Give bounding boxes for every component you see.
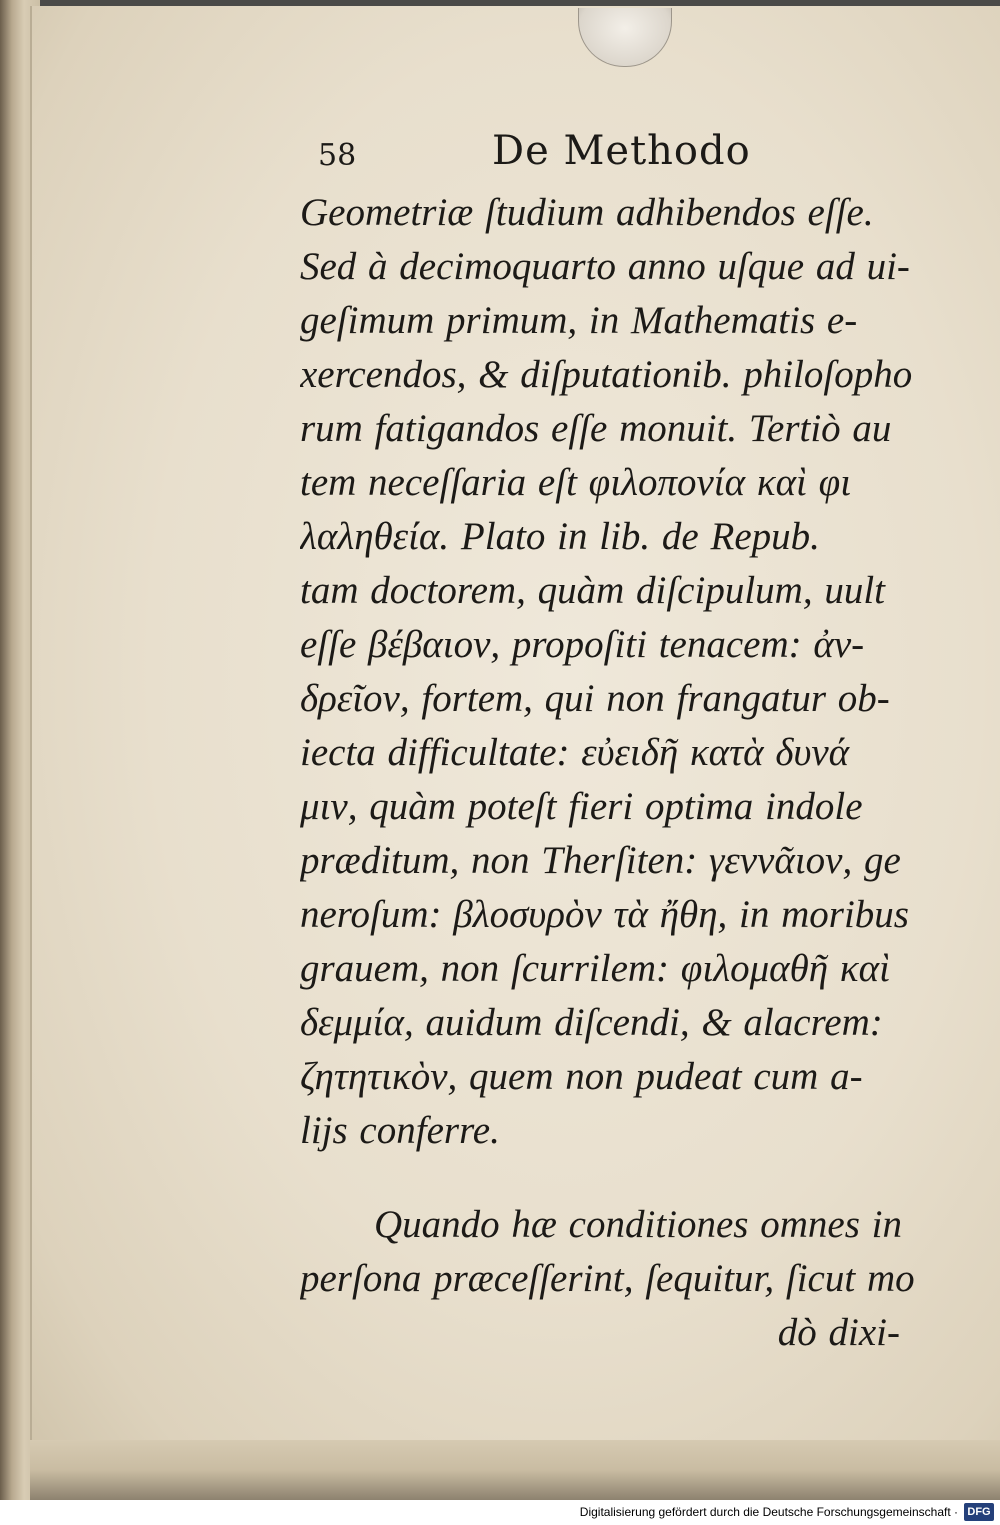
dfg-logo-icon: DFG — [964, 1503, 994, 1521]
text-line: Geometriæ ſtudium adhibendos eſſe. — [300, 191, 874, 234]
page-text-block — [300, 128, 920, 1360]
footer-bar — [0, 1500, 1000, 1525]
text-line: lijs conferre. — [300, 1109, 500, 1152]
text-line: ζητητικὸν, quem non pudeat cum a- — [300, 1055, 863, 1098]
catchword: dò dixi- — [777, 1311, 900, 1354]
page-number: 58 — [318, 138, 357, 173]
page-bottom-edge — [30, 1440, 1000, 1500]
text-line: xercendos, & diſputationib. philoſopho — [300, 353, 913, 396]
text-line: δρεῖον, fortem, qui non frangatur ob- — [300, 677, 890, 720]
text-line: rum fatigandos eſſe monuit. Tertiò au — [300, 407, 892, 450]
running-head: De Methodo — [492, 128, 751, 174]
text-line: perſona præceſſerint, ſequitur, ſicut mo — [300, 1257, 915, 1300]
page-header — [300, 128, 920, 186]
text-line: μιν, quàm poteſt fieri optima indole — [300, 785, 863, 828]
text-line: neroſum: βλοσυρὸν τὰ ἤθη, in moribus — [300, 893, 909, 936]
text-line: λαληθεία. Plato in lib. de Repub. — [300, 515, 820, 558]
text-line: tem neceſſaria eſt φιλοπονία καὶ φι — [300, 461, 852, 504]
funding-note: Digitalisierung gefördert durch die Deutsche Forschungsgemeinschaft · — [579, 1505, 958, 1519]
text-line: δεμμία, auidum diſcendi, & alacrem: — [300, 1001, 883, 1044]
text-line: iecta difficultate: εὐειδῆ κατὰ δυνά — [300, 731, 850, 774]
paragraph-first-line: Quando hæ conditiones omnes in — [374, 1203, 902, 1246]
text-line: eſſe βέβαιον, propoſiti tenacem: ἀν- — [300, 623, 865, 666]
text-line: Sed à decimoquarto anno uſque ad ui- — [300, 245, 910, 288]
text-line: geſimum primum, in Mathematis e- — [300, 299, 858, 342]
text-line: tam doctorem, quàm diſcipulum, uult — [300, 569, 886, 612]
text-line: grauem, non ſcurrilem: φιλομαθῆ καὶ — [300, 947, 890, 990]
text-line: præditum, non Therſiten: γεννᾶιον, ge — [300, 839, 901, 882]
